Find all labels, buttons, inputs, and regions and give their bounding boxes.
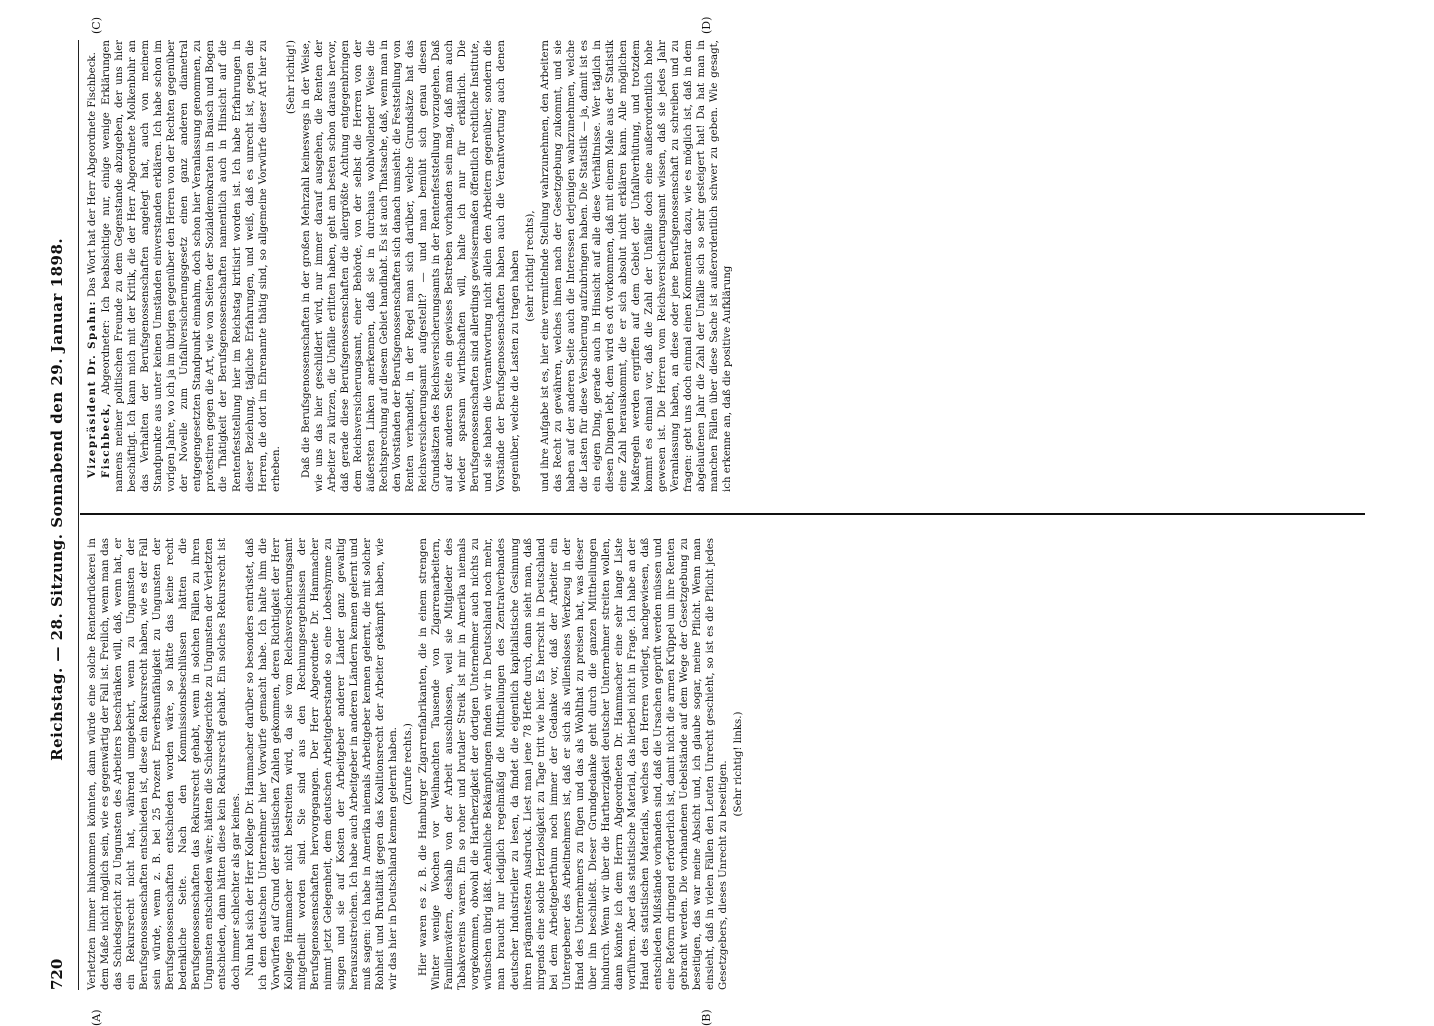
interjection: (Sehr richtig!) [285, 40, 297, 114]
left-column [86, 538, 747, 990]
paragraph [100, 40, 283, 492]
speech-text: Das Wort hat der Herr Abgeordnete Fischbeck. [87, 52, 98, 297]
paragraph [86, 40, 99, 492]
margin-marker-c: (C) [90, 17, 103, 34]
margin-marker-d: (D) [700, 16, 713, 34]
interjection: (Zurufe rechts.) [403, 723, 415, 805]
interjection: (sehr richtig! rechts), [524, 210, 536, 322]
right-column [86, 40, 735, 492]
page-title: Reichstag. — 28. Sitzung. Sonnabend den 29. Januar 1898. [48, 237, 66, 761]
paragraph: Verletzten immer hinkommen könnten, dann würde eine solche Rentendrückerei in dem Maße nicht möglich sein, wie es gegenwärtig der Fall ist. Freilich, wenn man das das Schiedsgericht zu Ungunsten des Arbeiters beschränken will, daß, wenn hat, er ein Rekursrecht nicht hat, während umgekehrt, wenn zu Ungunsten der Berufsgenossenschaften entschieden ist, diese ein Rekursrecht haben, wie es der Fall sein würde, wenn z. B. bei 25 Prozent Erwerbsunfähigkeit zu Ungunsten der Berufsgenossenschaften entschieden worden wäre, so hätte das keine recht bedenkliche Seite. Nach den Kommissionsbeschlüssen hätten die Berufsgenossenschaften das Rekursrecht gehabt, wenn in solchen Fällen zu ihren Ungunsten entschieden wäre; hätten die Schiedsgerichte zu Ungunsten der Verletzten entschieden, dann hätten diese kein Rekursrecht gehabt. Ein solches Rekursrecht ist doch immer schlechter als gar keines. [87, 538, 242, 990]
paragraph: Hier waren es z. B. die Hamburger Zigarrenfabrikanten, die in einem strengen Winter wenige Wochen vor Weihnachten Tausende von Zigarrenarbeitern, Familienvätern, deshalb von der Arbeit ausschlossen, weil sie Mitglieder des Tabakvereins waren. Ein so roher und brutaler Streik ist mir in Amerika niemals vorgekommen, obwohl die Hartherzigkeit der dortigen Unternehmer auch nichts zu wünschen übrig läßt. Aehnliche Bekämpfungen finden wir in Deutschland noch mehr, man braucht nur lediglich regelmäßig die Mittheilungen des Zentralverbandes deutscher Industrieller zu lesen, da findet die eigentlich kapitalistische Gesinnung ihren prägnantesten Ausdruck. Liest man jene 78 Hefte durch, dann sieht man, daß nirgends eine solche Herzlosigkeit zu Tage tritt wie hier. Es herrscht in Deutschland bei dem Arbeitgeberthum noch immer der Gedanke vor, daß der Arbeiter ein Untergebener des Arbeitnehmers ist, daß er sich als willensloses Werkzeug in der Hand des Unternehmers zu fügen und das als Wohlthat zu preisen hat, was dieser über ihn beschließt. Dieser Grundgedanke geht durch die ganzen Mittheilungen hindurch. Wenn wir über die Hartherzigkeit deutscher Unternehmer streiten wollen, dann könnte ich dem Herrn Abgeordneten Dr. Hammacher eine sehr lange Liste vorführen. Aber das statistische Material, das hierbei nicht in Frage. Ich habe an der Hand des statistischen Materials, welches den Herren vorliegt, nachgewiesen, daß entschieden Mißstände vorhanden sind, daß die Ursachen geprüft werden müssen und eine Reform dringend erforderlich ist, damit nicht die armen Krüppel um ihre Renten gebracht werden. Die vorhandenen Uebelstände auf dem Wege der Gesetzgebung zu beseitigen, das war meine Absicht und, ich glaube sogar, meine Pflicht. Wenn man einsieht, daß in vielen Fällen den Leuten Unrecht geschieht, so ist es die Pflicht jedes Gesetzgebers, dieses Unrecht zu beseitigen. [418, 538, 730, 990]
margin-marker-b: (B) [700, 1009, 713, 1026]
speaker-name: Fischbeck, [100, 402, 113, 478]
speaker-name: Vizepräsident Dr. Spahn: [86, 300, 98, 478]
rotated-page-content [40, 16, 1365, 1026]
paragraph: Daß die Berufsgenossenschaften in der großen Mehrzahl keineswegs in der Weise, wie uns das hier geschildert wird, nur immer darauf ausgehen, die Renten der Arbeiter zu kürzen, die Unfälle erlitten haben, geht am besten schon daraus hervor, daß gerade diese Berufsgenossenschaften die allergrößte Achtung entgegenbringen dem Reichsversicherungsamt, einer Behörde, von der selbst die Herren von der äußersten Linken anerkennen, daß sie in durchaus wohlwollender Weise die Rechtsprechung auf diesem Gebiet handhabt. Es ist auch Thatsache, daß, wenn man in den Vorständen der Berufsgenossenschaften sich danach umsieht: die Feststellung von Renten verhandelt, in der Regel man sich darüber, welche Grundsätze hat das Reichsversicherungsamt aufgestellt? — und man bemüht sich genau diesen Grundsätzen des Reichsversicherungsamts in der Rentenfeststellung vorzugehen. Daß auf der anderen Seite ein gewisses Bestreben vorhanden sein mag, daß man auch wieder sparsam wirthschaften will, halte ich nur für erklärlich. Die Berufsgenossenschaften sind allerdings gewissermaßen öffentlich rechtliche Institute, und sie haben die Verantwortung nicht allein den Arbeitern gegenüber, sondern die Vorstände der Berufsgenossenschaften haben auch die Verantwortung auch denen gegenüber, welche die Lasten zu tragen haben [300, 39, 521, 492]
paragraph: Nun hat sich der Herr Kollege Dr. Hammacher darüber so besonders entrüstet, daß ich dem deutschen Unternehmer hier Vorwürfe gemacht habe. Ich halte ihm die Vorwürfen auf Grund der statistischen Zahlen gekommen, deren Richtigkeit der Herr Kollege Hammacher nicht bestreiten wird, da sie vom Reichsversicherungsamt mitgetheilt worden sind. Sie sind aus den Rechnungsergebnissen der Berufsgenossenschaften hervorgegangen. Der Herr Abgeordnete Dr. Hammacher nimmt jetzt Gelegenheit, dem deutschen Arbeitgeberstande so eine Lobeshymne zu singen und sie auf Kosten der Arbeitgeber anderer Länder ganz gewaltig herauszustreichen. Ich habe auch Arbeitgeber in anderen Ländern kennen gelernt und muß sagen: ich habe in Amerika niemals Arbeitgeber kennen gelernt, die mit solcher Rohheit und Brutalität gegen das Koalitionsrecht der Arbeiter gekämpft haben, wie wir das hier in Deutschland kennen gelernt haben. [244, 538, 400, 990]
digitization-credit [1408, 8, 1428, 993]
speech-text: Abgeordneter: Ich beabsichtige nur, einige wenige Erklärungen namens meiner politischen Freunde zu dem Gegenstande abzugeben, der uns hier beschäftigt. Ich kann mich mit der Kritik, die der Herr Abgeordnete Molkenbuhr an das Verhalten der Berufsgenossenschaften angelegt hat, auch von meinem Standpunkte aus unter keinen Umständen einverstanden erklären. Ich habe schon im vorigen Jahre, wo ich ja im übrigen gegenüber den Herren von der Rechten gegenüber der Novelle zum Unfallversicherungsgesetz einen ganz anderen diametral entgegengesetzten Standpunkt einnahm, doch schon hier Veranlassung genommen, zu protestiren gegen die Art, wie von Seiten der Sozialdemokraten in Bausch und Bogen die Thätigkeit der Berufsgenossenschaften namentlich auch in Hinsicht auf die Rentenfeststellung hier im Reichstag kritisirt worden ist. Ich habe Erfahrungen in dieser Beziehung, tägliche Erfahrungen, und weiß, daß es unrecht ist, gegen die Herren, die dort im Ehrenamte thätig sind, so allgemeine Vorwürfe dieser Art hier zu erheben. [101, 40, 282, 492]
header-rule [78, 40, 79, 990]
column-divider [80, 513, 1365, 515]
page-header [40, 40, 74, 990]
interjection: (Sehr richtig! links.) [733, 711, 745, 817]
page-number: 720 [48, 958, 66, 990]
margin-marker-a: (A) [90, 1009, 103, 1026]
paragraph: und ihre Aufgabe ist es, hier eine vermittelnde Stellung wahrzunehmen, den Arbeitern das Recht zu gewähren, welches ihnen nach der Gesetzgebung zukommt, und sie haben auf der anderen Seite auch die Interessen derjenigen wahrzunehmen, welche die Lasten für diese Versicherung aufzubringen haben. Die Statistik — ja, damit ist es ein eigen Ding, gerade auch in Hinsicht auf alle diese Verhältnisse. Wer täglich in diesen Dingen lebt, dem wird es oft vorkommen, daß mit einem Male aus der Statistik eine Zahl herauskommt, die er sich absolut nicht erklären kann. Alle möglichen Maßregeln werden ergriffen auf dem Gebiet der Unfallverhütung, und trotzdem kommt es einmal vor, daß die Zahl der Unfälle doch eine außerordentlich hohe gewesen ist. Die Herren vom Reichsversicherungsamt wissen, daß sie jedes Jahr Veranlassung haben, an diese oder jene Berufsgenossenschaft zu schreiben und zu fragen: gebt uns doch einmal einen Kommentar dazu, wie es möglich ist, daß in dem abgelaufenen Jahr die Zahl der Unfälle sich so sehr gesteigert hat! Da hat man in manchen Fällen über diese Sache ist außerordentlich schwer zu geben. Wie gesagt, ich erkenne an, daß die positive Aufklärung [539, 40, 734, 492]
